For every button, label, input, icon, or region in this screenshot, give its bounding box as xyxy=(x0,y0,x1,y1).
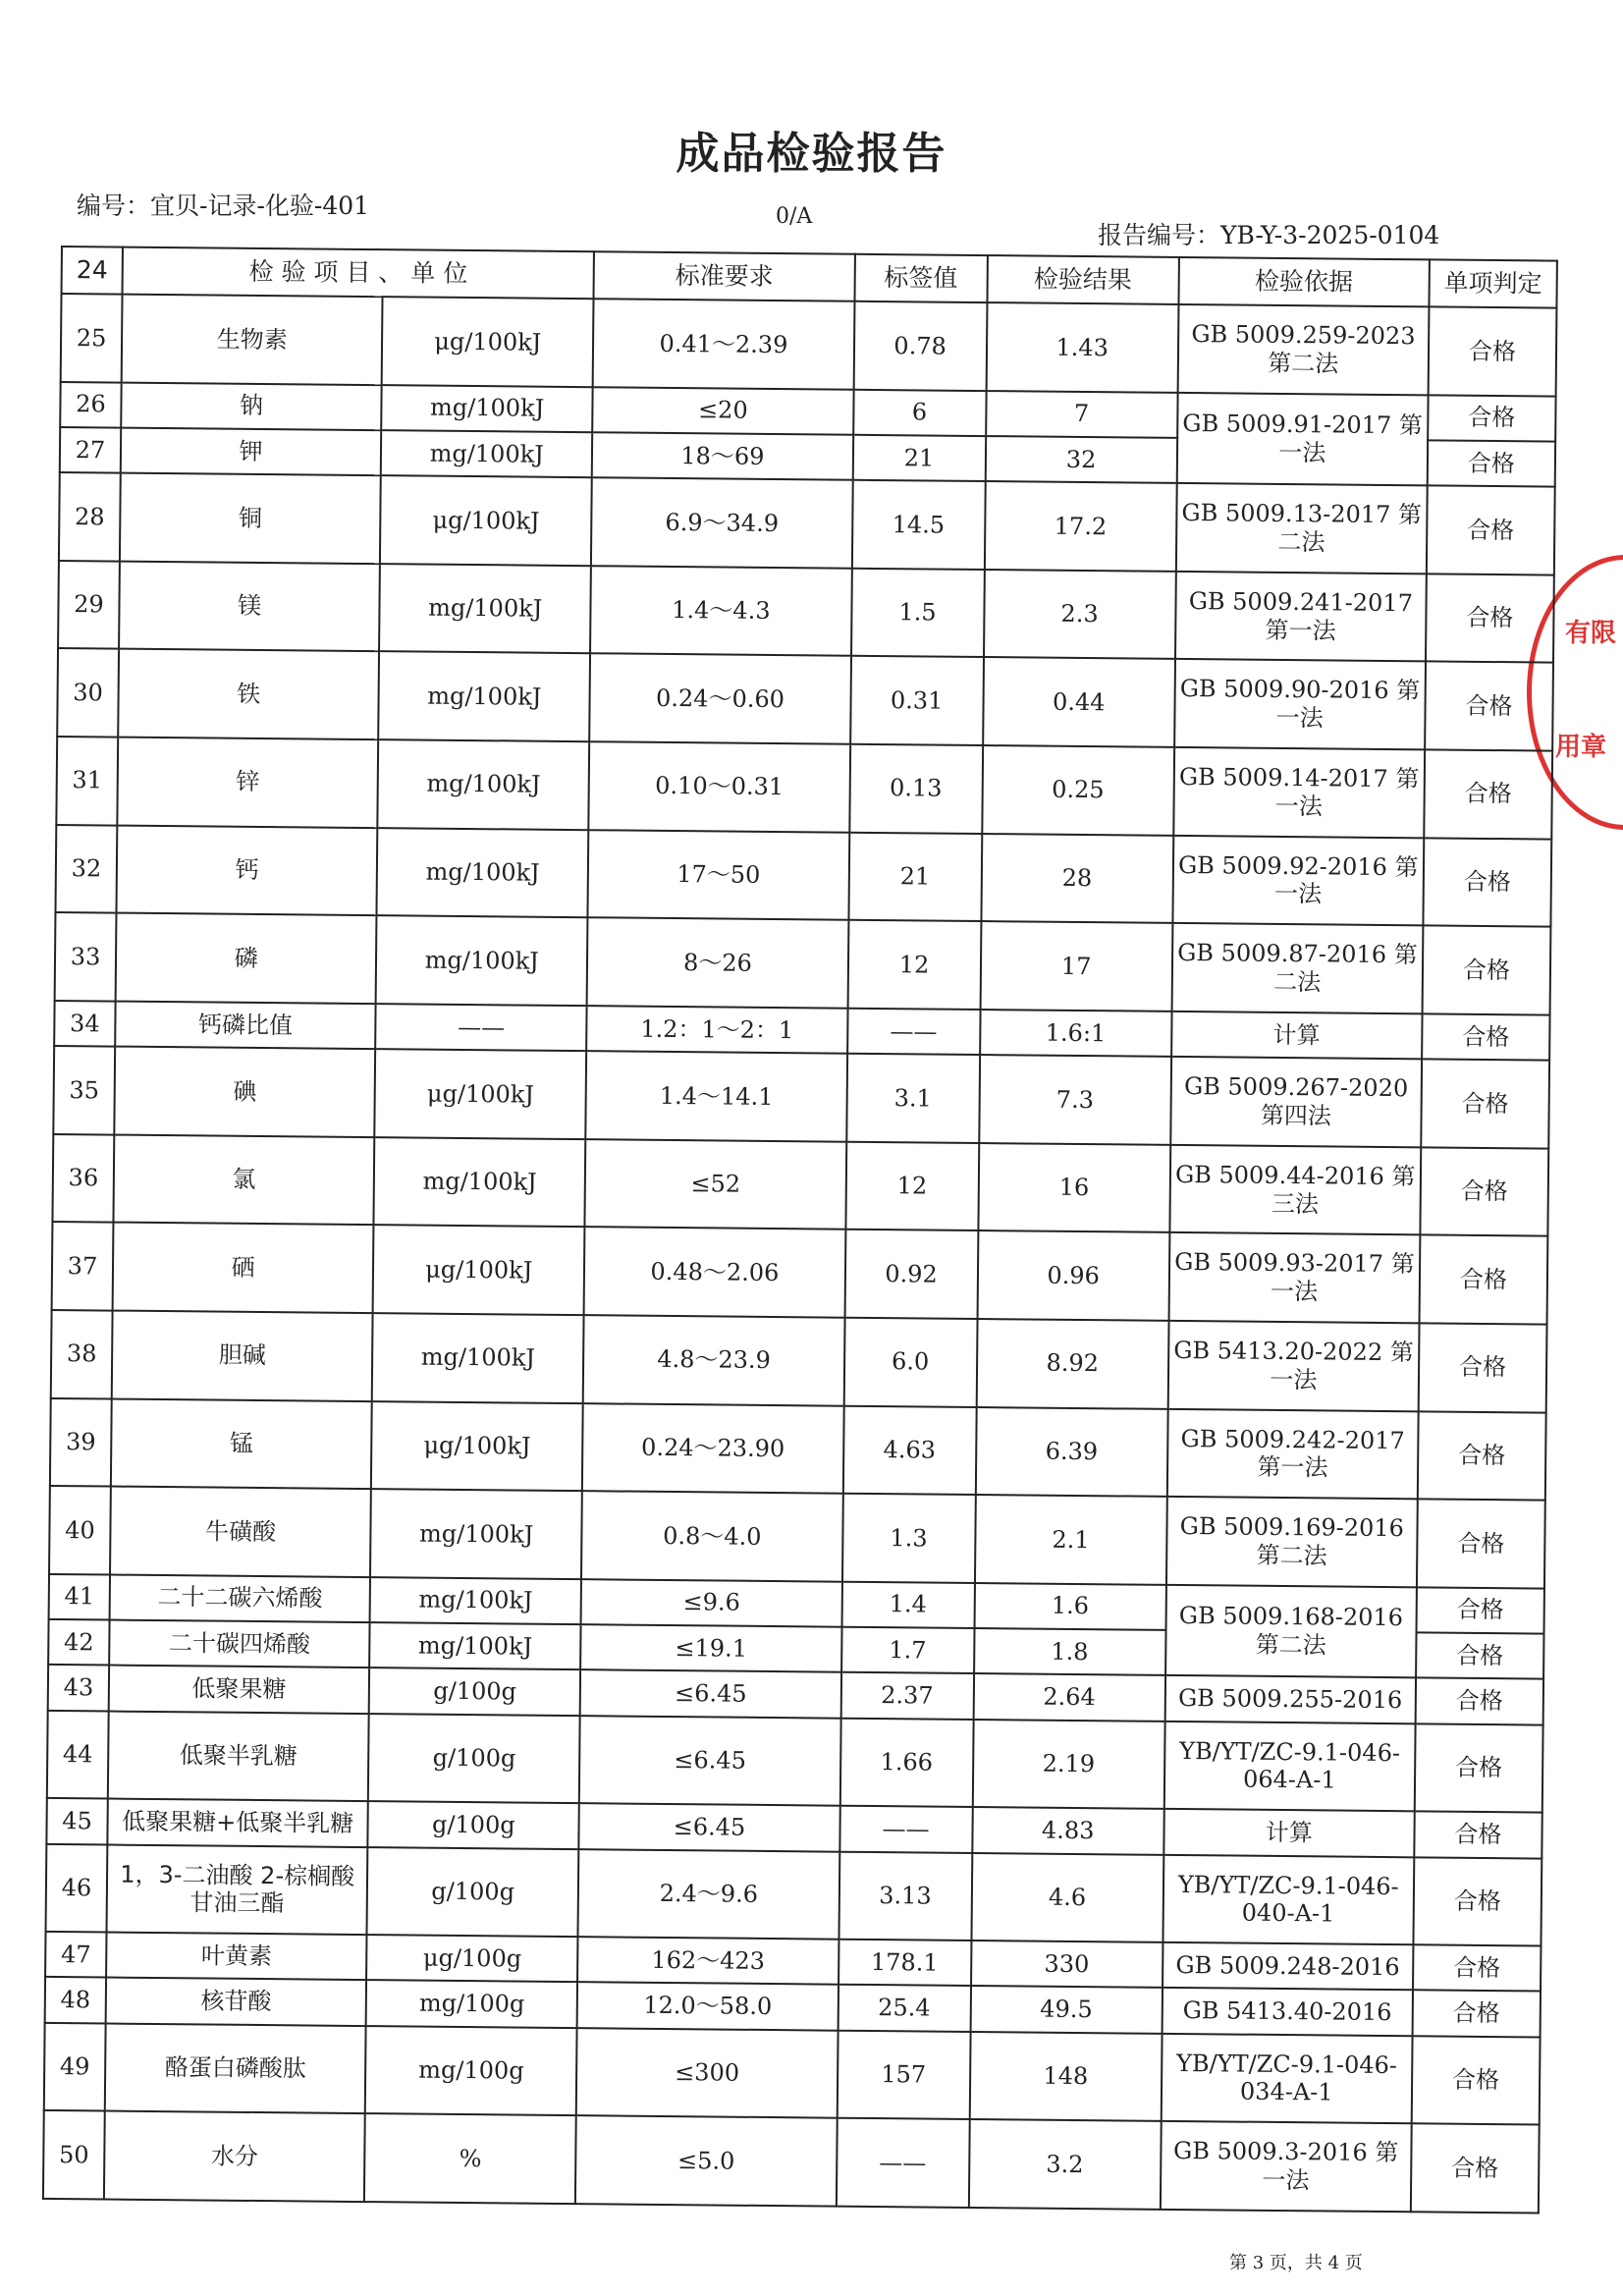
label-value: 178.1 xyxy=(839,1940,972,1987)
test-basis: GB 5009.267-2020 第四法 xyxy=(1170,1057,1422,1147)
header-label-value: 标签值 xyxy=(854,254,988,302)
standard-requirement: 4.8～23.9 xyxy=(583,1315,844,1405)
standard-requirement: 1.4～14.1 xyxy=(586,1051,847,1141)
test-result: 6.39 xyxy=(975,1407,1167,1497)
test-result: 3.2 xyxy=(968,2119,1161,2210)
unit: mg/100kJ xyxy=(369,1622,581,1669)
label-value: 6.0 xyxy=(843,1318,977,1407)
label-value: 157 xyxy=(837,2030,970,2119)
judgement: 合格 xyxy=(1411,2124,1540,2214)
row-number: 30 xyxy=(57,648,119,737)
standard-requirement: ≤6.45 xyxy=(580,1669,841,1718)
judgement: 合格 xyxy=(1413,1944,1542,1992)
row-number: 33 xyxy=(55,912,117,1001)
report-title: 成品检验报告 xyxy=(676,129,947,179)
table-row xyxy=(52,1222,1548,1324)
test-basis: 计算 xyxy=(1171,1011,1423,1060)
row-number: 28 xyxy=(59,472,121,561)
row-number: 40 xyxy=(49,1486,111,1574)
test-item: 钾 xyxy=(121,428,382,476)
label-value: 1.3 xyxy=(841,1494,975,1583)
table-row xyxy=(55,825,1551,927)
judgement: 合格 xyxy=(1422,1013,1550,1061)
test-result: 28 xyxy=(981,834,1173,923)
seal-text-bottom: 用章 xyxy=(1555,733,1607,762)
row-number: 35 xyxy=(53,1046,115,1134)
test-basis: GB 5009.93-2017 第一法 xyxy=(1168,1232,1420,1323)
table-row xyxy=(51,1310,1547,1412)
row-number: 45 xyxy=(46,1798,107,1844)
test-item: 胆碱 xyxy=(112,1310,373,1400)
judgement: 合格 xyxy=(1415,1678,1543,1725)
label-value: 1.66 xyxy=(839,1718,973,1807)
page-number: 第 3 页，共 4 页 xyxy=(1229,2253,1363,2273)
test-item: 硒 xyxy=(113,1223,374,1313)
test-result: 16 xyxy=(978,1143,1170,1232)
label-value: —— xyxy=(839,1806,973,1853)
test-result: 4.6 xyxy=(971,1852,1163,1941)
test-basis: GB 5009.259-2023 第二法 xyxy=(1177,304,1429,395)
test-item: 低聚果糖+低聚半乳糖 xyxy=(107,1799,368,1847)
test-basis: GB 5009.13-2017 第二法 xyxy=(1176,483,1428,574)
judgement: 合格 xyxy=(1428,395,1556,442)
test-item: 钠 xyxy=(121,382,382,430)
row-number: 31 xyxy=(56,737,118,825)
test-basis: GB 5413.20-2022 第一法 xyxy=(1167,1321,1419,1411)
row-number: 32 xyxy=(55,825,117,913)
row-number: 38 xyxy=(51,1310,113,1398)
standard-requirement: 17～50 xyxy=(588,830,849,920)
table-row xyxy=(46,1843,1542,1945)
table-row xyxy=(59,472,1555,574)
test-basis: GB 5009.92-2016 第一法 xyxy=(1172,836,1424,926)
row-number: 47 xyxy=(45,1932,106,1978)
judgement: 合格 xyxy=(1419,1323,1547,1412)
judgement: 合格 xyxy=(1418,1411,1546,1501)
judgement: 合格 xyxy=(1412,2036,1541,2125)
table-row xyxy=(55,912,1551,1014)
unit: mg/100kJ xyxy=(378,652,590,742)
unit: mg/100kJ xyxy=(378,739,590,830)
judgement: 合格 xyxy=(1425,662,1553,751)
table-row xyxy=(57,648,1553,750)
label-value: 3.1 xyxy=(846,1054,980,1143)
label-value: 1.7 xyxy=(841,1627,975,1674)
test-item: 铁 xyxy=(118,649,379,739)
judgement: 合格 xyxy=(1428,306,1556,396)
table-row xyxy=(49,1486,1545,1588)
standard-requirement: ≤6.45 xyxy=(579,1716,840,1806)
table-row xyxy=(43,2110,1540,2213)
document-version: 0/A xyxy=(776,204,813,229)
judgement: 合格 xyxy=(1416,1587,1544,1634)
test-item: 锰 xyxy=(111,1398,372,1489)
label-value: 6 xyxy=(853,389,987,436)
unit: mg/100kJ xyxy=(381,385,593,432)
test-basis: GB 5009.169-2016 第二法 xyxy=(1166,1497,1418,1587)
test-item: 二十二碳六烯酸 xyxy=(110,1574,371,1622)
test-result: 0.96 xyxy=(977,1230,1169,1320)
label-value: 0.92 xyxy=(844,1230,978,1319)
test-basis: YB/YT/ZC-9.1-046-064-A-1 xyxy=(1163,1721,1415,1811)
test-result: 0.44 xyxy=(983,658,1175,747)
unit: mg/100g xyxy=(366,1980,578,2027)
test-result: 2.64 xyxy=(973,1673,1165,1721)
test-result: 49.5 xyxy=(970,1986,1163,2033)
unit: g/100g xyxy=(367,1847,579,1938)
judgement: 合格 xyxy=(1419,1235,1547,1325)
table-row xyxy=(58,561,1554,663)
judgement: 合格 xyxy=(1421,1059,1549,1148)
table-row xyxy=(56,737,1552,839)
label-value: 2.37 xyxy=(840,1672,974,1720)
test-basis: GB 5009.90-2016 第一法 xyxy=(1174,659,1426,749)
test-result: 148 xyxy=(969,2032,1162,2121)
unit: % xyxy=(364,2113,576,2204)
test-result: 2.1 xyxy=(975,1495,1167,1584)
test-basis: GB 5009.14-2017 第一法 xyxy=(1173,747,1425,838)
standard-requirement: 2.4～9.6 xyxy=(578,1849,839,1940)
test-basis: GB 5009.255-2016 xyxy=(1164,1675,1416,1723)
standard-requirement: ≤19.1 xyxy=(580,1624,841,1672)
header-result: 检验结果 xyxy=(987,255,1179,304)
standard-requirement: 0.24～0.60 xyxy=(590,654,851,744)
report-number: 报告编号：YB-Y-3-2025-0104 xyxy=(1098,221,1440,249)
test-item: 磷 xyxy=(116,913,377,1004)
row-number: 50 xyxy=(43,2110,105,2199)
row-number: 27 xyxy=(60,427,121,473)
row-number: 41 xyxy=(49,1574,110,1620)
label-value: 12 xyxy=(845,1141,979,1230)
test-basis: YB/YT/ZC-9.1-046-040-A-1 xyxy=(1163,1854,1414,1944)
label-value: 0.31 xyxy=(850,656,984,745)
judgement: 合格 xyxy=(1412,1991,1541,2038)
unit: —— xyxy=(375,1004,587,1051)
test-item: 水分 xyxy=(104,2111,365,2202)
test-basis: YB/YT/ZC-9.1-046-034-A-1 xyxy=(1161,2034,1412,2124)
judgement: 合格 xyxy=(1417,1499,1545,1588)
judgement: 合格 xyxy=(1423,838,1551,927)
test-basis: GB 5009.91-2017 第一法 xyxy=(1176,393,1428,486)
test-result: 1.8 xyxy=(974,1628,1166,1675)
standard-requirement: 0.41～2.39 xyxy=(593,299,854,389)
row-number: 36 xyxy=(52,1134,114,1223)
header-standard: 标准要求 xyxy=(594,251,855,301)
unit: g/100g xyxy=(368,1801,580,1848)
test-result: 4.83 xyxy=(972,1807,1164,1854)
inspection-table xyxy=(42,246,1558,2214)
standard-requirement: 0.48～2.06 xyxy=(584,1228,845,1318)
row-number: 48 xyxy=(45,1977,106,2023)
test-item: 钙 xyxy=(117,825,378,915)
test-result: 0.25 xyxy=(982,745,1174,835)
standard-requirement: ≤5.0 xyxy=(575,2115,837,2206)
standard-requirement: 1.4～4.3 xyxy=(590,566,851,656)
standard-requirement: 0.24～23.90 xyxy=(582,1403,843,1494)
standard-requirement: ≤52 xyxy=(585,1139,846,1230)
standard-requirement: ≤300 xyxy=(576,2028,838,2118)
row-number: 44 xyxy=(47,1711,109,1799)
test-item: 1，3-二油酸 2-棕榈酸甘油三酯 xyxy=(107,1844,368,1935)
standard-requirement: 6.9～34.9 xyxy=(591,478,852,569)
row-number: 29 xyxy=(58,561,120,649)
row-number: 49 xyxy=(44,2023,106,2111)
unit: mg/100g xyxy=(365,2026,577,2116)
test-item: 牛磺酸 xyxy=(110,1487,371,1577)
row-number: 39 xyxy=(50,1397,112,1486)
unit: μg/100kJ xyxy=(380,475,592,566)
unit: μg/100g xyxy=(366,1935,578,1982)
standard-requirement: 18～69 xyxy=(592,432,853,480)
row-number: 34 xyxy=(54,1001,115,1047)
document-code: 编号：宜贝-记录-化验-401 xyxy=(77,191,370,220)
label-value: —— xyxy=(847,1009,981,1056)
test-result: 1.6 xyxy=(974,1583,1166,1630)
test-result: 8.92 xyxy=(976,1319,1168,1408)
label-value: 4.63 xyxy=(842,1405,976,1495)
test-result: 17.2 xyxy=(984,481,1176,571)
test-item: 碘 xyxy=(114,1047,375,1137)
label-value: —— xyxy=(836,2118,969,2208)
label-value: 3.13 xyxy=(839,1851,972,1941)
label-value: 25.4 xyxy=(838,1985,971,2032)
judgement: 合格 xyxy=(1413,1857,1542,1946)
unit: mg/100kJ xyxy=(374,1137,586,1228)
header-no: 24 xyxy=(62,246,123,295)
unit: μg/100kJ xyxy=(373,1225,585,1315)
judgement: 合格 xyxy=(1416,1632,1544,1679)
test-item: 核苷酸 xyxy=(106,1978,367,2026)
test-basis: 计算 xyxy=(1163,1809,1415,1857)
test-basis: GB 5009.248-2016 xyxy=(1163,1942,1414,1991)
test-basis: GB 5009.242-2017 第一法 xyxy=(1167,1408,1419,1499)
test-result: 2.19 xyxy=(972,1720,1164,1809)
test-item: 叶黄素 xyxy=(106,1933,367,1981)
label-value: 0.13 xyxy=(849,744,983,834)
label-value: 1.5 xyxy=(851,569,985,658)
test-basis: GB 5009.168-2016 第二法 xyxy=(1165,1585,1417,1678)
header-basis: 检验依据 xyxy=(1178,257,1430,307)
label-value: 21 xyxy=(848,832,982,921)
standard-requirement: 1.2：1～2：1 xyxy=(586,1006,847,1054)
test-item: 二十碳四烯酸 xyxy=(109,1620,370,1668)
standard-requirement: ≤9.6 xyxy=(581,1579,842,1627)
row-number: 42 xyxy=(48,1619,109,1666)
test-basis: GB 5009.241-2017 第一法 xyxy=(1175,572,1427,662)
row-number: 25 xyxy=(61,294,123,382)
judgement: 合格 xyxy=(1415,1723,1543,1813)
test-item: 生物素 xyxy=(122,295,383,385)
standard-requirement: ≤20 xyxy=(593,387,854,435)
test-basis: GB 5009.3-2016 第一法 xyxy=(1161,2121,1412,2212)
judgement: 合格 xyxy=(1428,440,1556,487)
row-number: 46 xyxy=(46,1843,108,1932)
table-row xyxy=(52,1134,1548,1236)
table-row xyxy=(61,294,1557,396)
row-number: 26 xyxy=(60,382,121,428)
standard-requirement: 0.10～0.31 xyxy=(589,741,850,832)
test-result: 17 xyxy=(980,921,1172,1011)
table-row xyxy=(50,1397,1546,1500)
label-value: 0.78 xyxy=(853,301,987,391)
label-value: 1.4 xyxy=(841,1581,975,1628)
row-number: 37 xyxy=(52,1222,114,1310)
seal-text-top: 有限 xyxy=(1565,619,1617,648)
standard-requirement: 162～423 xyxy=(577,1937,839,1985)
judgement: 合格 xyxy=(1414,1812,1542,1859)
test-item: 低聚果糖 xyxy=(109,1666,370,1714)
test-result: 32 xyxy=(985,436,1177,483)
test-result: 330 xyxy=(971,1941,1163,1988)
row-number: 43 xyxy=(48,1665,109,1711)
test-basis: GB 5009.87-2016 第二法 xyxy=(1171,923,1423,1013)
judgement: 合格 xyxy=(1424,749,1552,839)
judgement: 合格 xyxy=(1420,1147,1548,1236)
table-row xyxy=(53,1046,1549,1148)
test-basis: GB 5009.44-2016 第三法 xyxy=(1169,1145,1421,1235)
label-value: 21 xyxy=(852,435,986,482)
table-row xyxy=(47,1711,1543,1813)
judgement: 合格 xyxy=(1422,926,1550,1015)
test-item: 镁 xyxy=(119,561,380,651)
unit: mg/100kJ xyxy=(377,828,589,918)
standard-requirement: 0.8～4.0 xyxy=(581,1491,842,1581)
unit: mg/100kJ xyxy=(372,1313,584,1403)
unit: g/100g xyxy=(368,1714,580,1804)
unit: mg/100kJ xyxy=(370,1577,582,1624)
test-item: 铜 xyxy=(120,473,381,564)
standard-requirement: ≤6.45 xyxy=(579,1803,840,1851)
unit: g/100g xyxy=(369,1667,581,1715)
header-judgement: 单项判定 xyxy=(1429,259,1557,307)
label-value: 14.5 xyxy=(851,480,985,570)
unit: mg/100kJ xyxy=(379,564,591,654)
test-result: 1.43 xyxy=(986,302,1178,392)
test-item: 钙磷比值 xyxy=(115,1001,376,1049)
test-item: 酪蛋白磷酸肽 xyxy=(105,2023,366,2113)
unit: mg/100kJ xyxy=(376,915,588,1006)
test-result: 2.3 xyxy=(984,570,1176,659)
standard-requirement: 8～26 xyxy=(587,917,848,1008)
table-row xyxy=(44,2023,1541,2125)
label-value: 12 xyxy=(847,920,981,1010)
unit: μg/100kJ xyxy=(382,297,594,387)
standard-requirement: 12.0～58.0 xyxy=(577,1983,839,2031)
unit: mg/100kJ xyxy=(370,1489,582,1579)
judgement: 合格 xyxy=(1427,486,1555,575)
test-item: 氯 xyxy=(113,1134,374,1225)
unit: mg/100kJ xyxy=(381,430,593,477)
unit: μg/100kJ xyxy=(375,1049,587,1139)
header-item-unit: 检 验 项 目 、 单 位 xyxy=(123,247,595,300)
test-result: 1.6:1 xyxy=(980,1010,1172,1057)
test-result: 7.3 xyxy=(979,1055,1171,1144)
unit: μg/100kJ xyxy=(371,1401,583,1492)
test-basis: GB 5413.40-2016 xyxy=(1162,1988,1413,2036)
test-item: 低聚半乳糖 xyxy=(108,1711,369,1801)
test-result: 7 xyxy=(986,391,1178,438)
test-item: 锌 xyxy=(117,738,378,828)
judgement: 合格 xyxy=(1426,574,1554,663)
